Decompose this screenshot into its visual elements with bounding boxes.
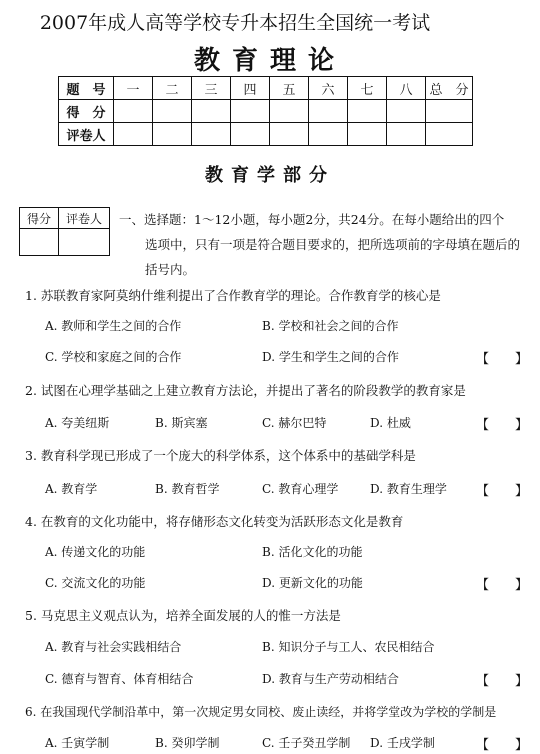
question-5-option-c[interactable]: C. 德育与智育、体育相结合 xyxy=(45,672,194,686)
question-4-option-a[interactable]: A. 传递文化的功能 xyxy=(45,545,146,559)
score-table-header-cell: 八 xyxy=(387,77,426,100)
question-1-option-b[interactable]: B. 学校和社会之间的合作 xyxy=(262,319,399,333)
score-cell[interactable] xyxy=(192,100,231,123)
score-table-header-row xyxy=(59,77,473,100)
grader-cell[interactable] xyxy=(153,123,192,146)
score-table-header-cell: 四 xyxy=(231,77,270,100)
score-cell[interactable] xyxy=(348,100,387,123)
score-cell[interactable] xyxy=(153,100,192,123)
question-3-stem: 3. 教育科学现已形成了一个庞大的科学体系，这个体系中的基础学科是 xyxy=(25,448,416,463)
question-3-option-d[interactable]: D. 教育生理学 xyxy=(370,482,447,496)
grader-box-score-label: 得分 xyxy=(20,208,59,229)
grader-cell[interactable] xyxy=(387,123,426,146)
score-table-header-cell: 七 xyxy=(348,77,387,100)
question-2-stem: 2. 试图在心理学基础之上建立教育方法论，并提出了著名的阶段教学的教育家是 xyxy=(25,383,466,398)
score-cell[interactable] xyxy=(387,100,426,123)
question-6-option-b[interactable]: B. 癸卯学制 xyxy=(155,736,220,750)
score-table-header-cell: 一 xyxy=(114,77,153,100)
exam-title: 2007年成人高等学校专升本招生全国统一考试 xyxy=(39,12,431,34)
grader-cell[interactable] xyxy=(270,123,309,146)
grader-box xyxy=(19,207,110,256)
grader-cell[interactable] xyxy=(114,123,153,146)
question-5-option-a[interactable]: A. 教育与社会实践相结合 xyxy=(45,640,182,654)
score-cell[interactable] xyxy=(309,100,348,123)
score-cell[interactable] xyxy=(114,100,153,123)
score-table-header-cell: 题 号 xyxy=(59,77,114,100)
score-table xyxy=(58,76,473,146)
grader-cell[interactable] xyxy=(192,123,231,146)
question-1-answer-bracket[interactable]: 【 】 xyxy=(476,352,529,367)
grader-box-grader-cell[interactable] xyxy=(59,229,110,256)
question-4-option-d[interactable]: D. 更新文化的功能 xyxy=(262,576,363,590)
grader-cell[interactable] xyxy=(231,123,270,146)
question-2-option-d[interactable]: D. 杜威 xyxy=(370,416,411,430)
question-1-option-a[interactable]: A. 教师和学生之间的合作 xyxy=(45,319,182,333)
score-table-row-label: 评卷人 xyxy=(59,123,114,146)
question-2-option-b[interactable]: B. 斯宾塞 xyxy=(155,416,208,430)
score-table-header-cell: 总 分 xyxy=(426,77,473,100)
question-2-answer-bracket[interactable]: 【 】 xyxy=(476,418,529,433)
question-5-stem: 5. 马克思主义观点认为，培养全面发展的人的惟一方法是 xyxy=(25,608,341,623)
question-5-answer-bracket[interactable]: 【 】 xyxy=(476,674,529,689)
question-4-option-b[interactable]: B. 活化文化的功能 xyxy=(262,545,363,559)
score-table-header-cell: 二 xyxy=(153,77,192,100)
question-6-option-a[interactable]: A. 壬寅学制 xyxy=(45,736,110,750)
question-3-option-c[interactable]: C. 教育心理学 xyxy=(262,482,339,496)
grader-cell[interactable] xyxy=(309,123,348,146)
question-2-option-a[interactable]: A. 夸美纽斯 xyxy=(45,416,110,430)
score-table-header-cell: 五 xyxy=(270,77,309,100)
grader-box-score-cell[interactable] xyxy=(20,229,59,256)
question-4-answer-bracket[interactable]: 【 】 xyxy=(476,578,529,593)
score-table-header-cell: 六 xyxy=(309,77,348,100)
question-6-option-d[interactable]: D. 壬戌学制 xyxy=(370,736,435,750)
score-table-row-label: 得 分 xyxy=(59,100,114,123)
section-title: 教育学部分 xyxy=(205,165,335,186)
score-cell[interactable] xyxy=(270,100,309,123)
grader-cell[interactable] xyxy=(348,123,387,146)
score-table-grader-row xyxy=(59,123,473,146)
question-3-answer-bracket[interactable]: 【 】 xyxy=(476,484,529,499)
grader-cell[interactable] xyxy=(426,123,473,146)
question-1-option-d[interactable]: D. 学生和学生之间的合作 xyxy=(262,350,399,364)
instruction-line-1: 一、选择题：1～12小题，每小题2分，共24分。在每小题给出的四个 xyxy=(119,212,505,227)
question-6-option-c[interactable]: C. 壬子癸丑学制 xyxy=(262,736,351,750)
score-table-score-row xyxy=(59,100,473,123)
question-6-answer-bracket[interactable]: 【 】 xyxy=(476,738,529,753)
subject-title: 教育理论 xyxy=(193,46,346,76)
question-3-option-b[interactable]: B. 教育哲学 xyxy=(155,482,220,496)
question-4-stem: 4. 在教育的文化功能中，将存储形态文化转变为活跃形态文化是教育 xyxy=(25,514,404,529)
question-5-option-d[interactable]: D. 教育与生产劳动相结合 xyxy=(262,672,399,686)
question-2-option-c[interactable]: C. 赫尔巴特 xyxy=(262,416,327,430)
question-5-option-b[interactable]: B. 知识分子与工人、农民相结合 xyxy=(262,640,435,654)
score-table-header-cell: 三 xyxy=(192,77,231,100)
score-cell[interactable] xyxy=(426,100,473,123)
question-3-option-a[interactable]: A. 教育学 xyxy=(45,482,98,496)
question-4-option-c[interactable]: C. 交流文化的功能 xyxy=(45,576,146,590)
grader-box-grader-label: 评卷人 xyxy=(59,208,110,229)
question-6-stem: 6. 在我国现代学制沿革中，第一次规定男女同校、废止读经，并将学堂改为学校的学制是 xyxy=(25,705,497,719)
question-1-stem: 1. 苏联教育家阿莫纳什维利提出了合作教育学的理论。合作教育学的核心是 xyxy=(25,288,441,303)
question-1-option-c[interactable]: C. 学校和家庭之间的合作 xyxy=(45,350,182,364)
score-cell[interactable] xyxy=(231,100,270,123)
instruction-line-2: 选项中，只有一项是符合题目要求的，把所选项前的字母填在题后的 xyxy=(145,237,521,252)
instruction-line-3: 括号内。 xyxy=(145,262,196,277)
